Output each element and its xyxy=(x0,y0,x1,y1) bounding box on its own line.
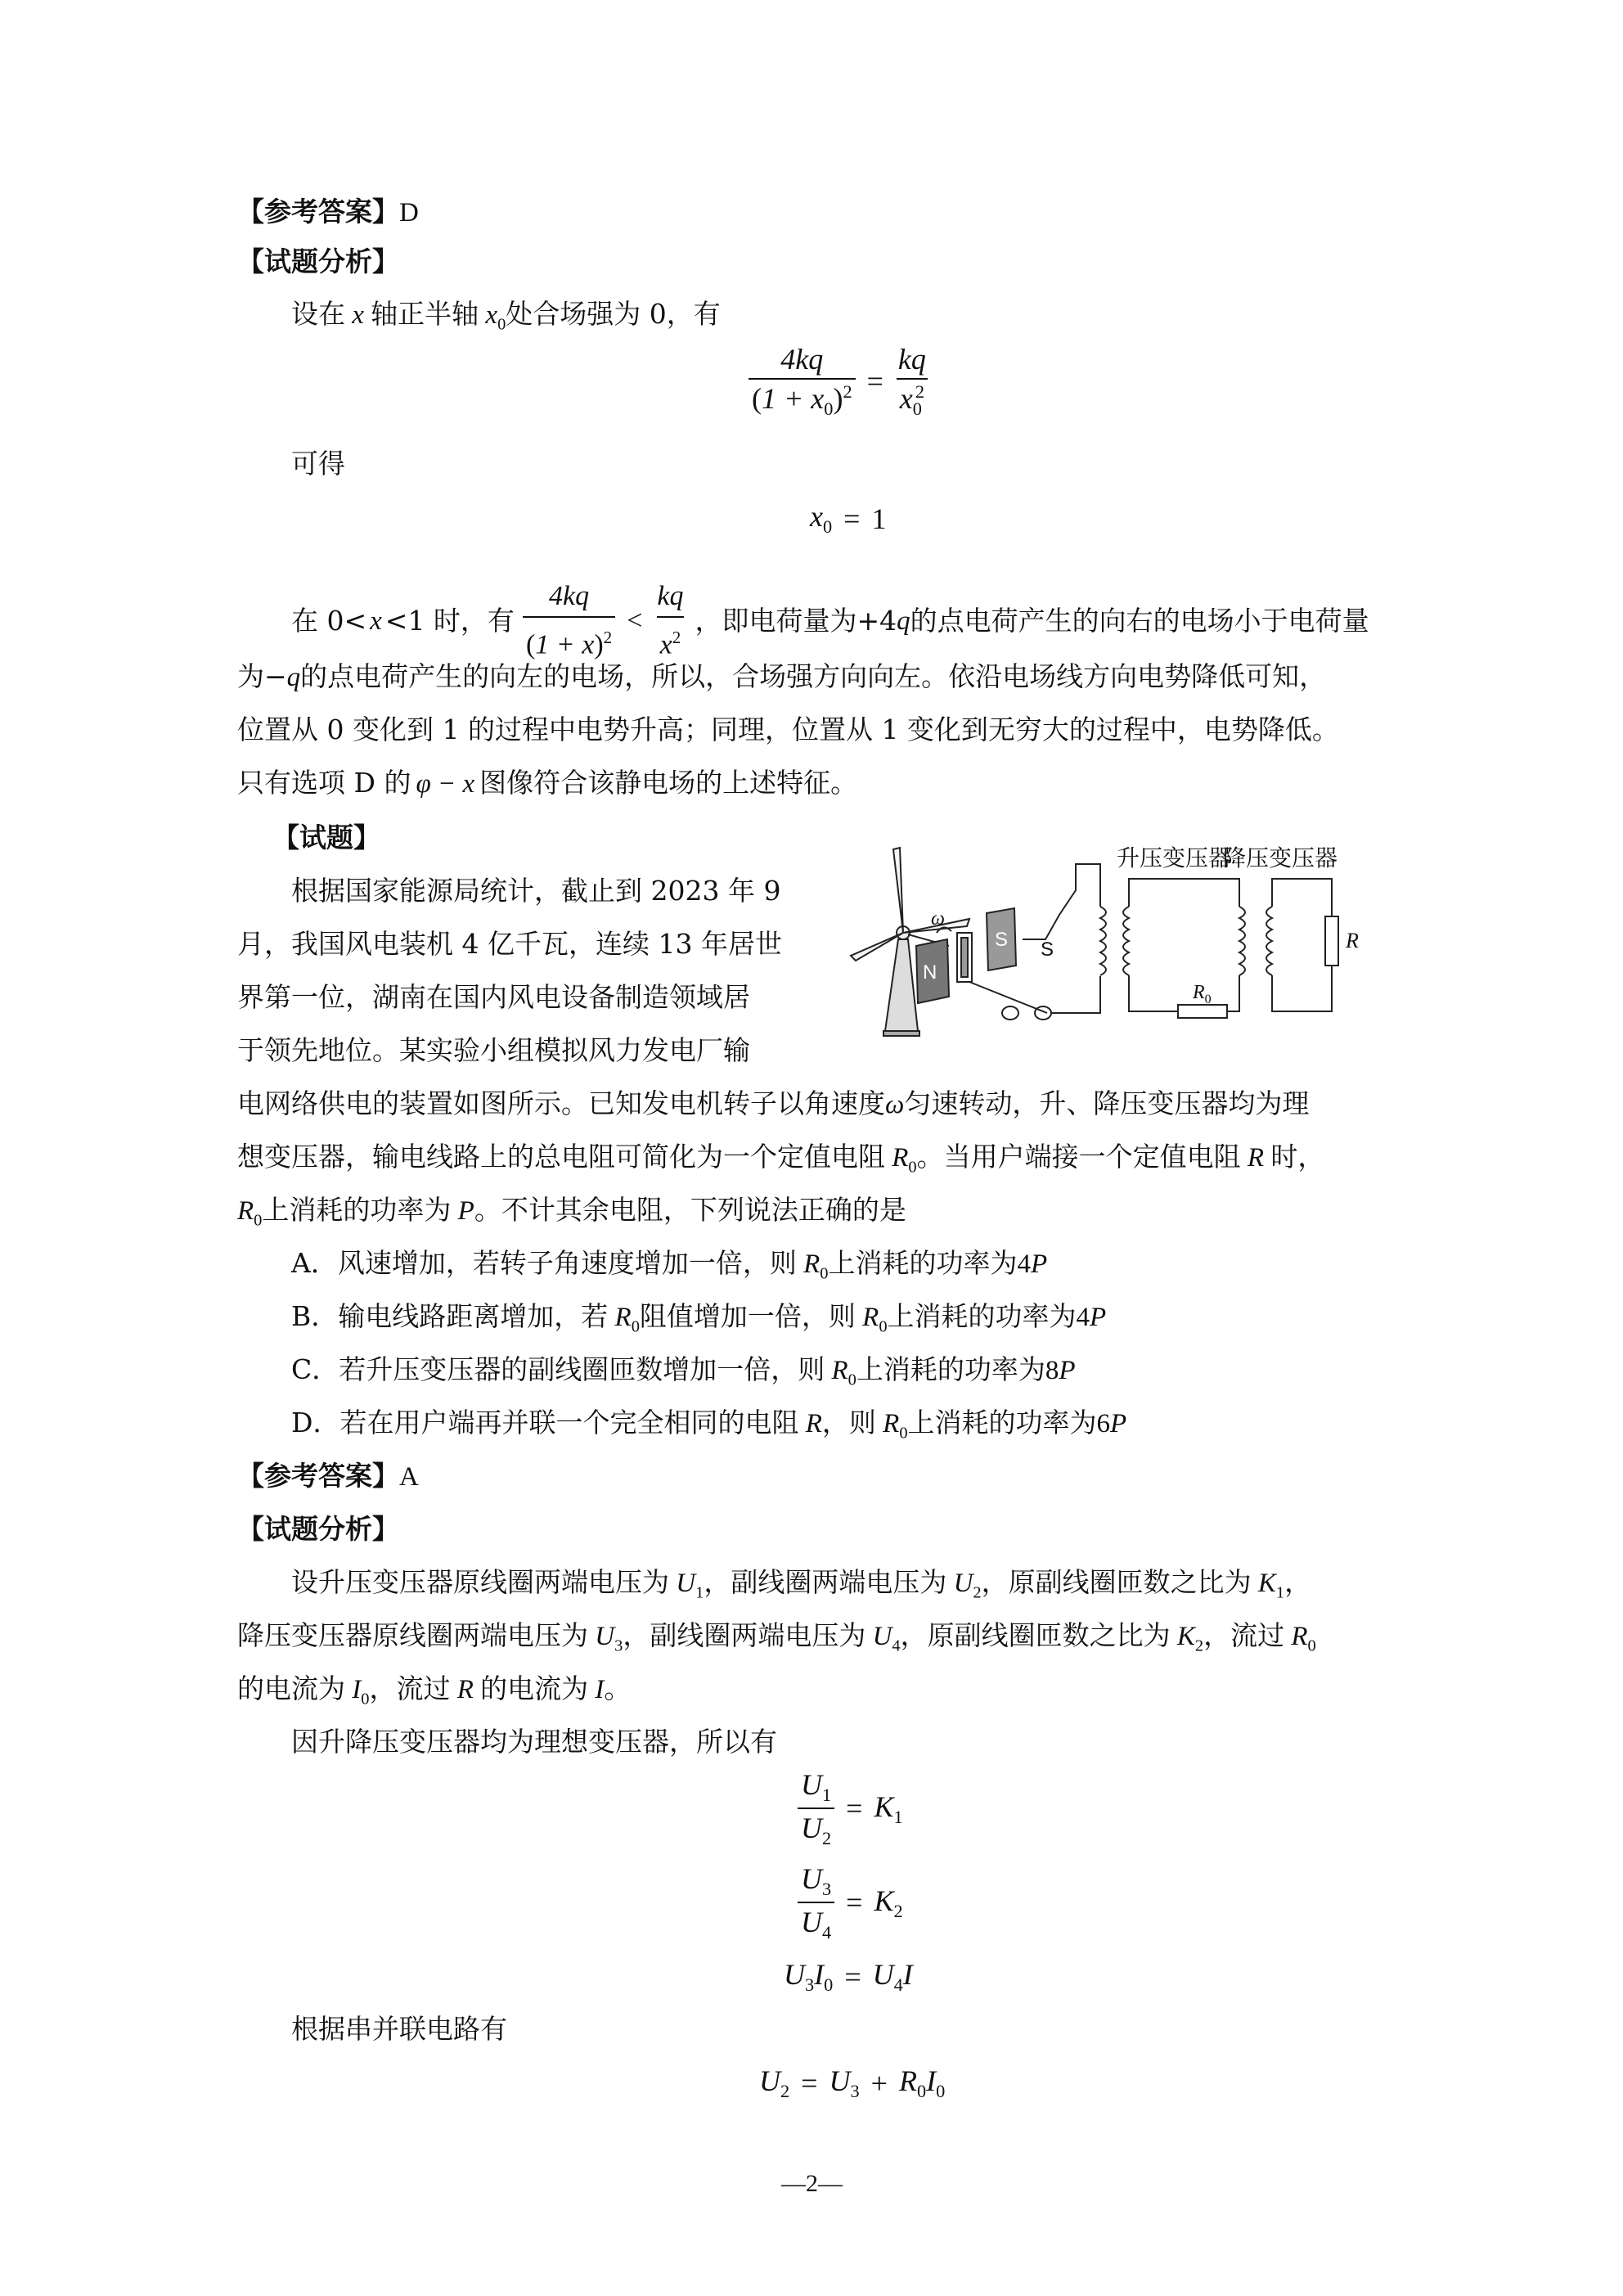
text: A．风速增加，若转子角速度增加一倍，则 xyxy=(291,1247,797,1279)
paragraph-line-4: 为−q的点电荷产生的向左的电场，所以，合场强方向向左。依沿电场线方向电势降低可知， xyxy=(237,660,1327,692)
r0-main: R xyxy=(1193,982,1205,1003)
text: 。 xyxy=(604,1672,632,1704)
page-number: —2— xyxy=(781,2170,843,2197)
analysis-label-2: 【试题分析】 xyxy=(237,1513,399,1545)
question-line-5 xyxy=(237,1086,1309,1123)
text: ，副线圈两端电压为 xyxy=(623,1619,866,1651)
analysis-line-4: 因升降压变压器均为理想变压器，所以有 xyxy=(291,1726,777,1758)
text: 的电流为 xyxy=(480,1672,589,1704)
value: 4 xyxy=(1076,1303,1090,1332)
text: 匀速转动，升、降压变压器均为理 xyxy=(904,1087,1310,1119)
answer-value: D xyxy=(399,198,419,227)
analysis-line-1: 设升压变压器原线圈两端电压为 $U_1$，副线圈两端电压为 $U_2$，原副线圈匝数之比为 $K_1$， xyxy=(291,1566,1312,1602)
question-line-1: 根据国家能源局统计，截止到 2023 年 9 xyxy=(291,875,781,907)
value: 8 xyxy=(1045,1356,1059,1385)
text: D．若在用户端再并联一个完全相同的电阻 xyxy=(291,1407,799,1438)
text: ，副线圈两端电压为 xyxy=(704,1566,947,1598)
r0-sub: 0 xyxy=(1204,993,1212,1006)
text: 降压变压器原线圈两端电压为 xyxy=(237,1619,588,1651)
wind-power-transmission-diagram xyxy=(826,841,1382,1042)
equation-voltage-drop: $U_2$ = $U_3$ + $R_0I_0$ xyxy=(759,2064,946,2102)
question-label: 【试题】 xyxy=(272,822,380,853)
text: <1 时，有 xyxy=(384,604,515,637)
equation-field-balance: $\frac{4kq}{(1 + x_0)^2}$ = $\frac{kq}{x_0^2}$ xyxy=(749,342,929,420)
magnet-n-label: N xyxy=(923,961,937,984)
text: ，流过 xyxy=(1203,1619,1285,1651)
text: ，流过 xyxy=(369,1672,451,1704)
text: 电网络供电的装置如图所示。已知发电机转子以角速度 xyxy=(237,1087,885,1119)
text: 上消耗的功率为 xyxy=(262,1194,452,1226)
text: 上消耗的功率为 xyxy=(887,1300,1077,1332)
text: 在 0< xyxy=(291,604,367,637)
analysis-line-5: 根据串并联电路有 xyxy=(291,2013,507,2045)
option-a: A．风速增加，若转子角速度增加一倍，则 $R_0$上消耗的功率为4P xyxy=(291,1247,1048,1283)
switch-s-label: S xyxy=(1041,939,1054,961)
omega-label: ω xyxy=(931,908,945,930)
step-down-transformer-label: 降压变压器 xyxy=(1223,844,1338,871)
paragraph-line-6 xyxy=(237,765,857,802)
answer-line-2 xyxy=(237,1458,419,1495)
equation-u1-u2: $\frac{U_1}{U_2}$ = $K_1$ xyxy=(798,1767,903,1849)
text: 的点电荷产生的向右的电场小于电荷量 xyxy=(910,604,1369,637)
text: 轴正半轴 xyxy=(371,298,479,330)
text: 处合场强为 0，有 xyxy=(506,298,721,330)
text: ，原副线圈匝数之比为 xyxy=(981,1566,1252,1598)
answer-label: 【参考答案】 xyxy=(237,1460,399,1492)
value: 4 xyxy=(1017,1249,1031,1279)
text: 设升压变压器原线圈两端电压为 xyxy=(291,1566,669,1598)
text: 的电流为 xyxy=(237,1672,345,1704)
step-up-transformer-label: 升压变压器 xyxy=(1117,844,1232,871)
text: 想变压器，输电线路上的总电阻可简化为一个定值电阻 xyxy=(237,1141,885,1173)
value: 6 xyxy=(1096,1409,1111,1438)
answer-line-1 xyxy=(237,194,419,231)
analysis-label: 【试题分析】 xyxy=(237,245,399,277)
text: B．输电线路距离增加，若 xyxy=(291,1300,609,1332)
equation-power-balance: $U_3I_0$ = $U_4I$ xyxy=(784,1958,913,1996)
text: 上消耗的功率为 xyxy=(828,1247,1018,1279)
phi-x-symbol: φ − x xyxy=(416,769,475,799)
text: ，原副线圈匝数之比为 xyxy=(900,1619,1171,1651)
text: ， xyxy=(1284,1566,1312,1598)
equation-u3-u4: $\frac{U_3}{U_4}$ = $K_2$ xyxy=(798,1862,903,1943)
option-c: C．若升压变压器的副线圈匝数增加一倍，则 $R_0$上消耗的功率为8P xyxy=(291,1353,1076,1389)
analysis-line-2: 降压变压器原线圈两端电压为 $U_3$，副线圈两端电压为 $U_4$，原副线圈匝数之比为 $K_2$，流过 $R_0$ xyxy=(237,1619,1316,1655)
resistor-r0-label xyxy=(1192,982,1212,1006)
option-b: B．输电线路距离增加，若 $R_0$阻值增加一倍，则 $R_0$上消耗的功率为4P xyxy=(291,1300,1107,1336)
text: 上消耗的功率为 xyxy=(856,1353,1045,1385)
omega-symbol: ω xyxy=(885,1090,905,1119)
text: 设在 xyxy=(291,298,345,330)
question-line-3: 界第一位，湖南在国内风电设备制造领域居 xyxy=(237,981,750,1013)
text: 时， xyxy=(1270,1141,1325,1173)
inequality-formula: $\frac{4kq}{(1 + x)^2}$ < $\frac{kq}{x^2}$ xyxy=(523,579,687,663)
text: 。不计其余电阻，下列说法正确的是 xyxy=(474,1194,906,1226)
question-line-2: 月，我国风电装机 4 亿千瓦，连续 13 年居世 xyxy=(237,928,782,960)
text: 上消耗的功率为 xyxy=(907,1407,1097,1438)
text: 图像符合该静电场的上述特征。 xyxy=(479,767,858,799)
text: ，即电荷量为+4 xyxy=(695,604,897,637)
paragraph-line-5: 位置从 0 变化到 1 的过程中电势升高；同理，位置从 1 变化到无穷大的过程中，电势降低。 xyxy=(237,714,1339,745)
text: 为− xyxy=(237,660,287,692)
text: 的点电荷产生的向左的电场，所以，合场强方向向左。依沿电场线方向电势降低可知， xyxy=(300,660,1327,692)
equation-x0: $x_0$ = 1 xyxy=(810,500,887,538)
analysis-line-3: 的电流为 $I_0$，流过 R 的电流为 I。 xyxy=(237,1672,632,1708)
answer-value: A xyxy=(399,1462,419,1492)
text: 。当用户端接一个定值电阻 xyxy=(916,1141,1241,1173)
answer-label: 【参考答案】 xyxy=(237,196,399,227)
question-line-7: $R_0$上消耗的功率为 P。不计其余电阻，下列说法正确的是 xyxy=(237,1194,906,1230)
paragraph-inequality: 在 0< x <1 时，有 $\frac{4kq}{(1 + x)^2}$ < $\frac{kq}{x^2}$ ，即电荷量为+4 q 的点电荷产生的向右的电场小于电荷量 xyxy=(291,579,1369,663)
question-line-4: 于领先地位。某实验小组模拟风力发电厂输 xyxy=(237,1034,750,1066)
paragraph-result-intro: 可得 xyxy=(291,448,345,479)
resistor-r-label: R xyxy=(1346,929,1359,952)
text: 只有选项 D 的 xyxy=(237,767,411,799)
question-line-6: 想变压器，输电线路上的总电阻可简化为一个定值电阻 $R_0$。当用户端接一个定值电阻 R 时， xyxy=(237,1141,1325,1177)
magnet-s-label: S xyxy=(995,929,1009,951)
text: C．若升压变压器的副线圈匝数增加一倍，则 xyxy=(291,1353,825,1385)
text: 阻值增加一倍，则 xyxy=(639,1300,856,1332)
text: ，则 xyxy=(821,1407,876,1438)
paragraph-setup: 设在 x 轴正半轴 $x_0$处合场强为 0，有 xyxy=(291,298,721,334)
option-d: D．若在用户端再并联一个完全相同的电阻 R，则 $R_0$上消耗的功率为6P xyxy=(291,1407,1127,1443)
